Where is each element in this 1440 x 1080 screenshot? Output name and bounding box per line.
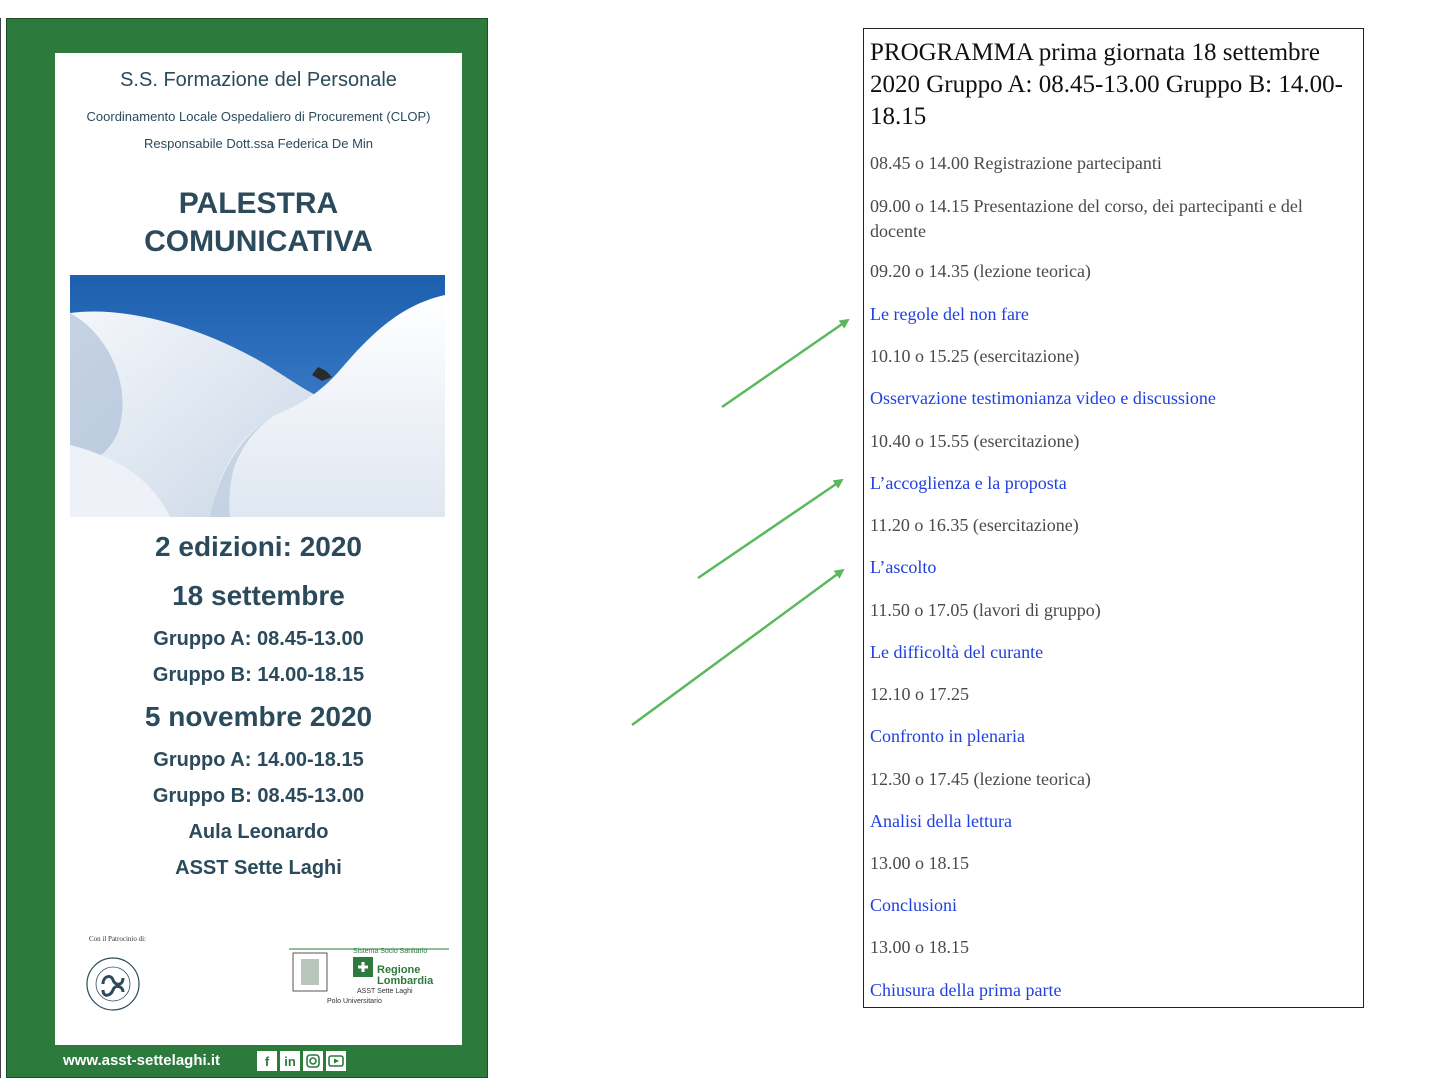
programme-time-slot: 09.00 o 14.15 Presentazione del corso, dei partecipanti e del docente [870, 196, 1303, 241]
programme-topic: Analisi della lettura [870, 811, 1012, 831]
programme-time-slot: 13.00 o 18.15 [870, 853, 969, 873]
linkedin-icon[interactable]: in [280, 1051, 300, 1071]
facebook-icon[interactable]: f [257, 1051, 277, 1071]
arrow-1 [722, 320, 848, 407]
website-link[interactable]: www.asst-settelaghi.it [63, 1052, 220, 1069]
programme-time-slot: 13.00 o 18.15 [870, 937, 969, 957]
patronage-label: Con il Patrocinio di: [89, 935, 146, 943]
flyer-white-panel [55, 53, 462, 1045]
instagram-icon[interactable] [303, 1051, 323, 1071]
flyer-title-line1: PALESTRA [178, 187, 339, 220]
programme-box [863, 28, 1364, 1008]
programme-time-slot: 11.20 o 16.35 (esercitazione) [870, 515, 1079, 535]
edition2-group-a: Gruppo A: 14.00-18.15 [153, 749, 364, 771]
venue-name: ASST Sette Laghi [175, 857, 342, 879]
edition1-date: 18 settembre [172, 580, 345, 611]
flyer-title-line2: COMUNICATIVA [144, 225, 373, 258]
regione-lombardia-logo [377, 965, 433, 987]
programme-time-slot: 09.20 o 14.35 (lezione teorica) [870, 261, 1091, 281]
regione-line2: Lombardia [377, 975, 434, 987]
sistema-socio-sanitario-label: Sistema Socio Sanitario [353, 948, 428, 955]
flyer-edge [0, 18, 1, 1078]
snow-landscape-image [70, 275, 445, 517]
department-name: S.S. Formazione del Personale [120, 69, 397, 91]
programme-time-slot: 10.10 o 15.25 (esercitazione) [870, 346, 1080, 366]
programme-time-slot: 11.50 o 17.05 (lavori di gruppo) [870, 600, 1101, 620]
edition2-date: 5 novembre 2020 [144, 701, 373, 732]
flyer-green-frame [6, 18, 488, 1078]
programme-time-slot: 08.45 o 14.00 Registrazione partecipanti [870, 153, 1162, 173]
edition1-group-b: Gruppo B: 14.00-18.15 [152, 664, 365, 686]
snow-landscape-photo [70, 275, 445, 517]
room-name: Aula Leonardo [188, 821, 329, 843]
course-flyer [0, 18, 489, 1078]
university-seal-icon [85, 956, 141, 1012]
youtube-icon[interactable] [326, 1051, 346, 1071]
social-icons [257, 1051, 346, 1071]
programme-time-slot: 12.10 o 17.25 [870, 684, 969, 704]
arrow-2 [698, 480, 842, 578]
asst-small-label: ASST Sette Laghi [357, 988, 413, 995]
responsible-line: Responsabile Dott.ssa Federica De Min [143, 136, 374, 151]
programme-time-slot: 10.40 o 15.55 (esercitazione) [870, 431, 1080, 451]
programme-time-slot: 12.30 o 17.45 (lezione teorica) [870, 769, 1091, 789]
programme-topic: Conclusioni [870, 895, 958, 915]
programme-topic: Chiusura della prima parte [870, 980, 1062, 1000]
regione-line1: Regione [377, 964, 421, 976]
edition2-group-b: Gruppo B: 08.45-13.00 [152, 785, 365, 807]
polo-universitario-label: Polo Universitario [327, 998, 382, 1005]
edition1-group-a: Gruppo A: 08.45-13.00 [153, 628, 364, 650]
flyer-title [55, 185, 462, 261]
programme-title: PROGRAMMA prima giornata 18 settembre 2020 Gruppo A: 08.45-13.00 Gruppo B: 14.00-18.15 [870, 39, 1343, 130]
programme-topic: L’ascolto [870, 557, 937, 577]
arrow-3 [632, 570, 843, 725]
programme-topic: L’accoglienza e la proposta [870, 473, 1067, 493]
clop-line: Coordinamento Locale Ospedaliero di Procurement (CLOP) [86, 109, 431, 124]
programme-topic: Le difficoltà del curante [870, 642, 1044, 662]
programme-topic: Le regole del non fare [870, 304, 1029, 324]
programme-topic: Confronto in plenaria [870, 726, 1025, 746]
programme-topic: Osservazione testimonianza video e discussione [870, 388, 1216, 408]
editions-heading: 2 edizioni: 2020 [155, 531, 362, 562]
